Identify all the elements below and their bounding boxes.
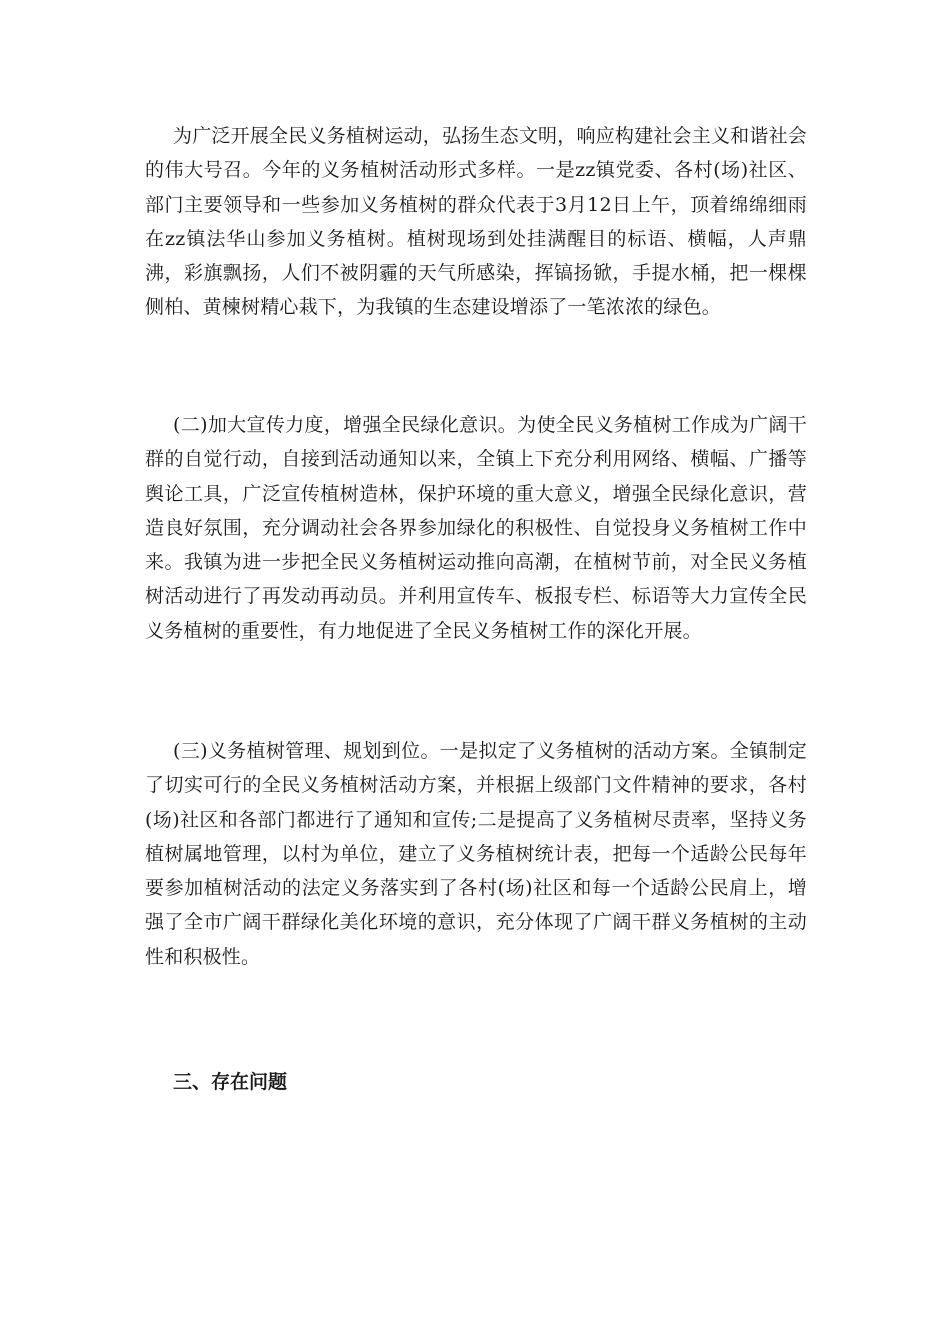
paragraph-publicity: (二)加大宣传力度，增强全民绿化意识。为使全民义务植树工作成为广阔干群的自觉行动，自接到活动通知以来，全镇上下充分利用网络、横幅、广播等舆论工具，广泛宣传植树造林，保护环境的重大意义，增强全民绿化意识，营造良好氛围，充分调动社会各界参加绿化的积极性、自觉投身义务植树工作中来。我镇为进一步把全民义务植树运动推向高潮，在植树节前，对全民义务植树活动进行了再发动再动员。并利用宣传车、板报专栏、标语等大力宣传全民义务植树的重要性，有力地促进了全民义务植树工作的深化开展。 [145,414,807,642]
paragraph-management-planning: (三)义务植树管理、规划到位。一是拟定了义务植树的活动方案。全镇制定了切实可行的全民义务植树活动方案，并根据上级部门文件精神的要求，各村(场)社区和各部门都进行了通知和宣传;二是提高了义务植树尽责率，坚持义务植树属地管理，以村为单位，建立了义务植树统计表，把每一个适龄公民每年要参加植树活动的法定义务落实到了各村(场)社区和每一个适龄公民肩上，增强了全市广阔干群绿化美化环境的意识，充分体现了广阔干群义务植树的主动性和积极性。 [145,740,807,968]
section-heading-existing-problems: 三、存在问题 [173,1071,288,1093]
paragraph-tree-planting-activity: 为广泛开展全民义务植树运动，弘扬生态文明，响应构建社会主义和谐社会的伟大号召。今年的义务植树活动形式多样。一是zz镇党委、各村(场)社区、部门主要领导和一些参加义务植树的群众代表于3月12日上午，顶着绵绵细雨在zz镇法华山参加义务植树。植树现场到处挂满醒目的标语、横幅，人声鼎沸，彩旗飘扬，人们不被阴霾的天气所感染，挥镐扬锨，手提水桶，把一棵棵侧柏、黄楝树精心栽下，为我镇的生态建设增添了一笔浓浓的绿色。 [145,125,807,319]
